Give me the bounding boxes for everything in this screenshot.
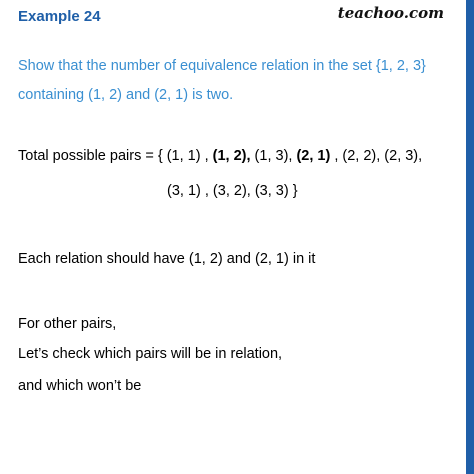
right-accent-bar: [466, 0, 474, 474]
teachoo-logo: teachoo.com: [337, 4, 444, 22]
other-pairs-text: For other pairs,: [18, 316, 117, 332]
total-pairs-line: [18, 148, 422, 164]
question-line-1: Show that the number of equivalence relation in the set {1, 2, 3}: [18, 58, 426, 74]
check-pairs-text: Let’s check which pairs will be in relation,: [18, 346, 283, 362]
total-pairs-line-2: (3, 1) , (3, 2), (3, 3) }: [167, 183, 298, 199]
total-pairs-label: Total possible pairs = {: [18, 148, 167, 164]
question-line-2: containing (1, 2) and (2, 1) is two.: [18, 87, 234, 103]
pairs-rest-line-1: , (2, 2), (2, 3),: [330, 148, 423, 164]
question-text: [18, 52, 458, 110]
pair-1-2: (1, 2),: [212, 148, 251, 164]
pair-1-1: (1, 1) ,: [166, 148, 213, 164]
pair-2-1: (2, 1): [296, 148, 331, 164]
each-relation-text: Each relation should have (1, 2) and (2, 1) in it: [18, 251, 316, 267]
pair-1-3: (1, 3),: [250, 148, 297, 164]
example-heading: Example 24: [18, 8, 101, 25]
which-wont-text: and which won’t be: [18, 378, 142, 394]
